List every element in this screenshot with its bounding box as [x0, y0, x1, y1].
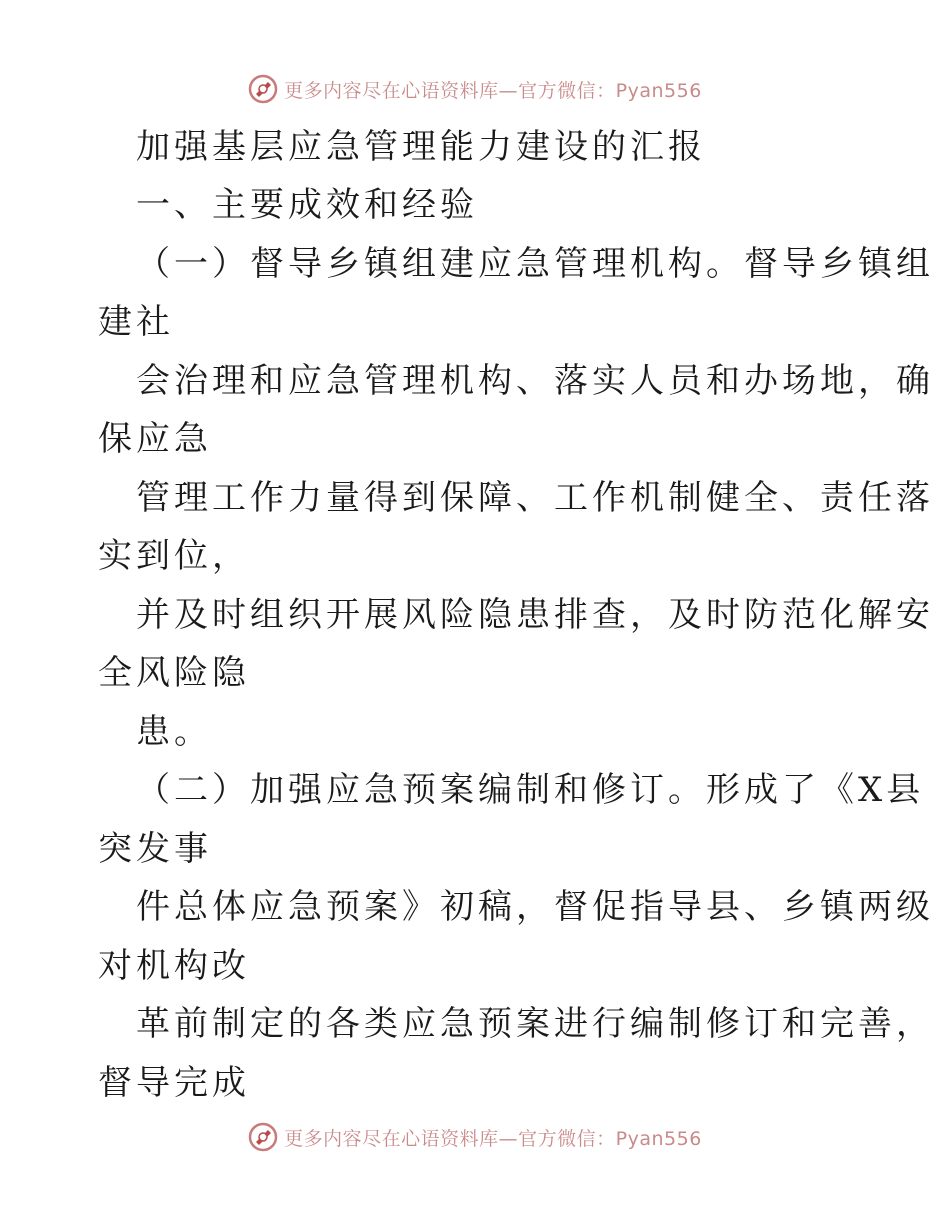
paragraph-line: 全风险隐	[98, 653, 250, 693]
paragraph-line: （一）督导乡镇组建应急管理机构。督导乡镇组	[136, 244, 934, 284]
paragraph-line: 突发事	[98, 829, 212, 869]
paragraph-line: 件总体应急预案》初稿，督促指导县、乡镇两级	[136, 887, 934, 927]
watermark-banner-bottom	[0, 1122, 950, 1152]
watermark-text: 更多内容尽在心语资料库—官方微信：Pyan556	[284, 1127, 702, 1150]
paragraph-line: 会治理和应急管理机构、落实人员和办场地，确	[136, 361, 934, 401]
paragraph-line: 督导完成	[98, 1063, 250, 1103]
paragraph-line: 患。	[136, 712, 212, 752]
document-title: 加强基层应急管理能力建设的汇报	[136, 127, 706, 167]
seal-logo-icon	[248, 74, 278, 104]
watermark-banner-top	[0, 74, 950, 104]
paragraph-line: （二）加强应急预案编制和修订。形成了《X县	[136, 770, 925, 810]
paragraph-line: 革前制定的各类应急预案进行编制修订和完善，	[136, 1004, 934, 1044]
paragraph-line: 保应急	[98, 419, 212, 459]
section-heading: 一、主要成效和经验	[136, 185, 478, 225]
watermark-text: 更多内容尽在心语资料库—官方微信：Pyan556	[284, 79, 702, 102]
paragraph-line: 管理工作力量得到保障、工作机制健全、责任落	[136, 478, 934, 518]
seal-logo-icon	[248, 1122, 278, 1152]
paragraph-line: 实到位，	[98, 536, 250, 576]
paragraph-line: 建社	[98, 302, 174, 342]
paragraph-line: 对机构改	[98, 946, 250, 986]
paragraph-line: 并及时组织开展风险隐患排查，及时防范化解安	[136, 595, 934, 635]
